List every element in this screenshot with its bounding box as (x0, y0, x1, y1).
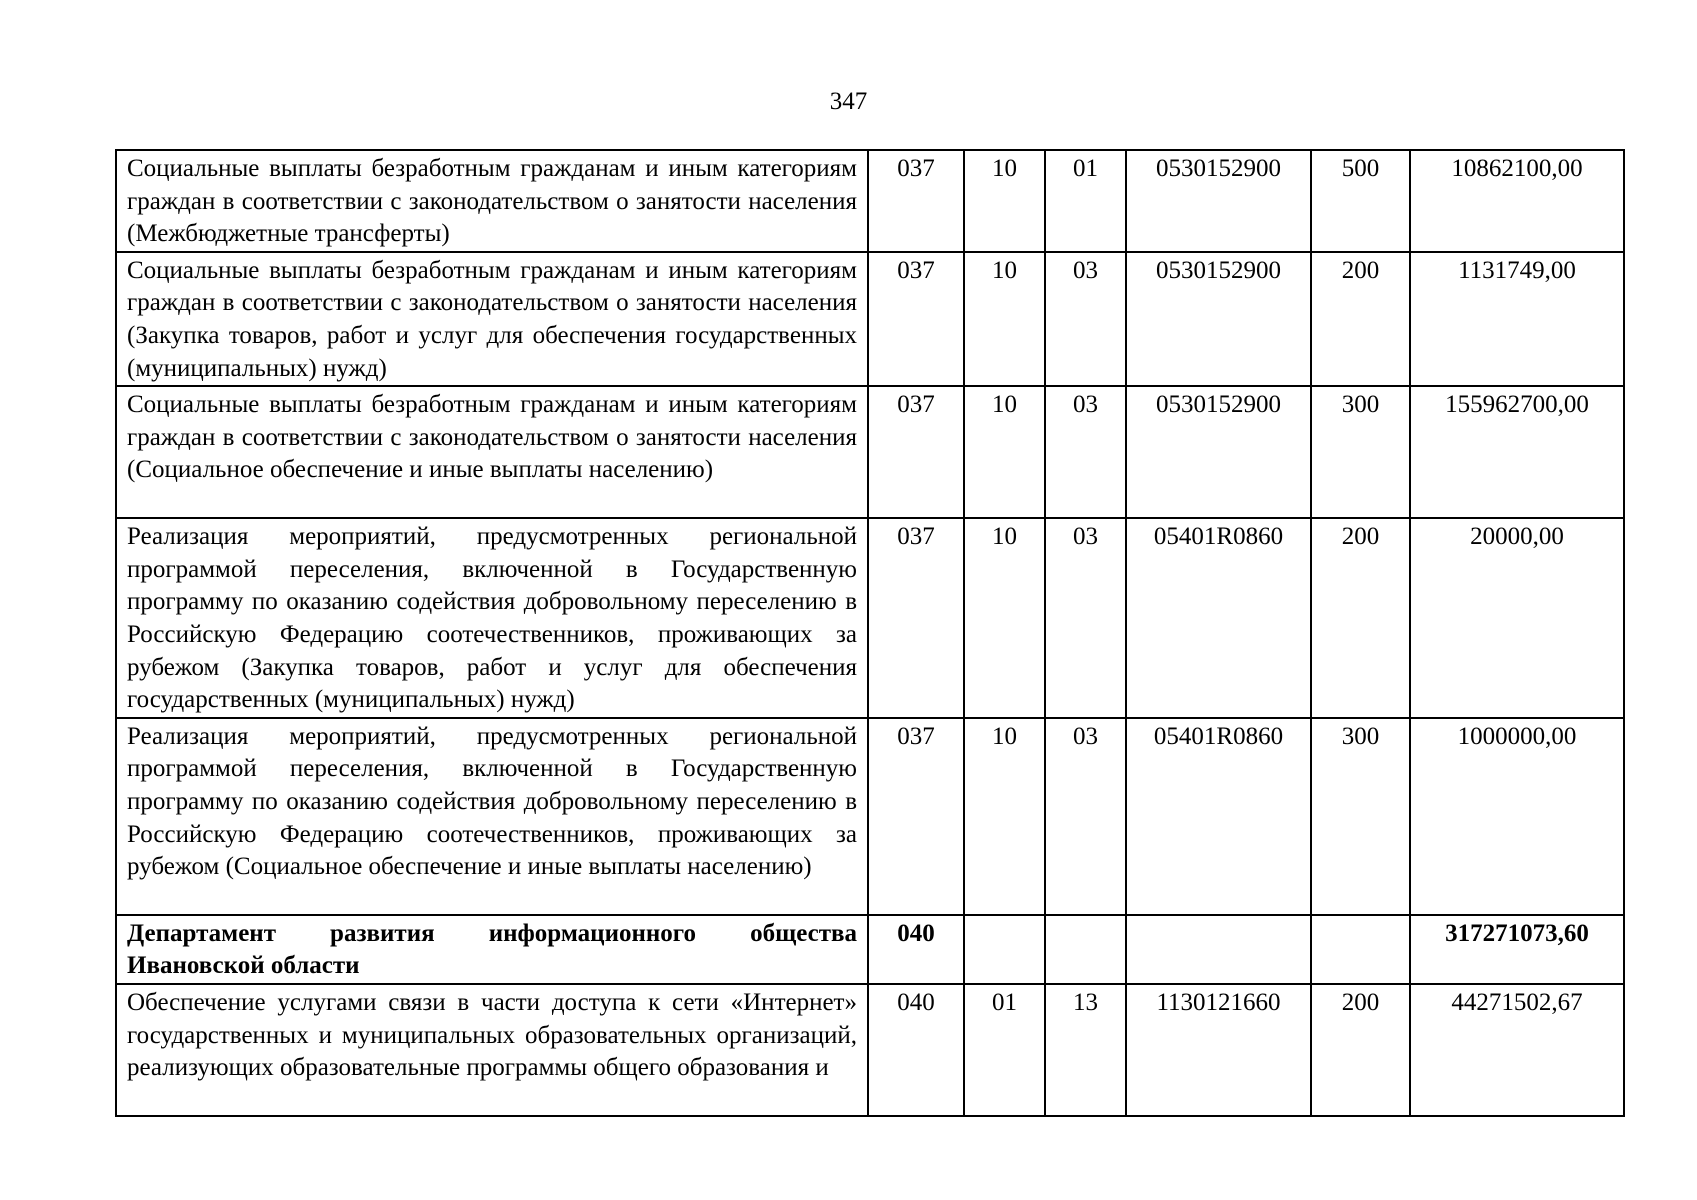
budget-table (115, 149, 1625, 1117)
row-description: Реализация мероприятий, предусмотренных региональной программой переселения, включенной в Государственную программу по оказанию содействия добровольному переселению в Российскую Федерацию соотечественников, проживающих за рубежом (Социальное обеспечение и иные выплаты населению) (116, 718, 868, 915)
expense-type-code: 500 (1311, 150, 1410, 252)
subsection-code: 03 (1045, 386, 1126, 518)
table-row (116, 718, 1624, 915)
expense-type-code: 200 (1311, 252, 1410, 386)
expense-type-code: 300 (1311, 718, 1410, 915)
row-description: Социальные выплаты безработным гражданам и иным категориям граждан в соответствии с законодательством о занятости населения (Социальное обеспечение и иные выплаты населению) (116, 386, 868, 518)
ministry-code: 037 (868, 518, 964, 718)
amount: 1131749,00 (1410, 252, 1624, 386)
table-row (116, 150, 1624, 252)
ministry-code: 040 (868, 915, 964, 984)
ministry-code: 037 (868, 150, 964, 252)
subsection-code: 03 (1045, 252, 1126, 386)
ministry-code: 037 (868, 386, 964, 518)
table-row (116, 386, 1624, 518)
section-code: 10 (964, 150, 1045, 252)
row-description: Реализация мероприятий, предусмотренных региональной программой переселения, включенной в Государственную программу по оказанию содействия добровольному переселению в Российскую Федерацию соотечественников, проживающих за рубежом (Закупка товаров, работ и услуг для обеспечения государственных (муниципальных) нужд) (116, 518, 868, 718)
amount: 1000000,00 (1410, 718, 1624, 915)
subsection-code: 01 (1045, 150, 1126, 252)
target-article-code: 1130121660 (1126, 984, 1311, 1116)
target-article-code: 05401R0860 (1126, 718, 1311, 915)
section-code: 10 (964, 252, 1045, 386)
expense-type-code: 300 (1311, 386, 1410, 518)
section-code: 10 (964, 518, 1045, 718)
subsection-code: 03 (1045, 718, 1126, 915)
section-code: 10 (964, 718, 1045, 915)
amount: 44271502,67 (1410, 984, 1624, 1116)
target-article-code: 0530152900 (1126, 386, 1311, 518)
amount: 10862100,00 (1410, 150, 1624, 252)
row-description: Социальные выплаты безработным гражданам и иным категориям граждан в соответствии с законодательством о занятости населения (Закупка товаров, работ и услуг для обеспечения государственных (муниципальных) нужд) (116, 252, 868, 386)
row-description-cell (116, 984, 868, 1116)
target-article-code: 05401R0860 (1126, 518, 1311, 718)
subsection-code: 03 (1045, 518, 1126, 718)
subsection-code: 13 (1045, 984, 1126, 1116)
target-article-code (1126, 915, 1311, 984)
row-description: Социальные выплаты безработным гражданам и иным категориям граждан в соответствии с законодательством о занятости населения (Межбюджетные трансферты) (116, 150, 868, 252)
table-row-department-header (116, 915, 1624, 984)
subsection-code (1045, 915, 1126, 984)
expense-type-code (1311, 915, 1410, 984)
table-row (116, 984, 1624, 1116)
row-description: Департамент развития информационного общества Ивановской области (116, 915, 868, 984)
table-row (116, 518, 1624, 718)
amount: 155962700,00 (1410, 386, 1624, 518)
amount: 20000,00 (1410, 518, 1624, 718)
page-number: 347 (829, 88, 868, 115)
ministry-code: 037 (868, 718, 964, 915)
row-description: Обеспечение услугами связи в части доступа к сети «Интернет» государственных и муниципальных образовательных организаций, реализующих образовательные программы общего образования и (127, 988, 857, 1082)
ministry-code: 037 (868, 252, 964, 386)
section-code (964, 915, 1045, 984)
target-article-code: 0530152900 (1126, 252, 1311, 386)
amount: 317271073,60 (1410, 915, 1624, 984)
section-code: 10 (964, 386, 1045, 518)
table-row (116, 252, 1624, 386)
expense-type-code: 200 (1311, 518, 1410, 718)
section-code: 01 (964, 984, 1045, 1116)
ministry-code: 040 (868, 984, 964, 1116)
expense-type-code: 200 (1311, 984, 1410, 1116)
target-article-code: 0530152900 (1126, 150, 1311, 252)
